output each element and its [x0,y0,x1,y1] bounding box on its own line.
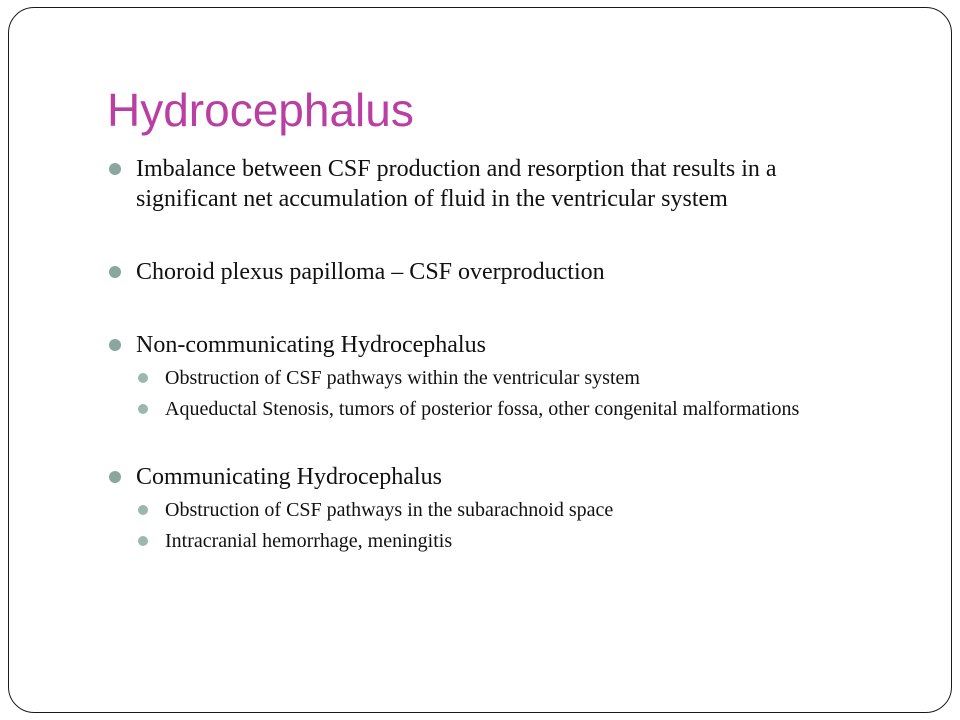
bullet-dot-icon [109,339,121,351]
sub-bullet-text: Obstruction of CSF pathways within the ventricular system [165,367,640,389]
bullet-item [107,257,877,287]
sub-bullet-text: Intracranial hemorrhage, meningitis [165,530,453,552]
sub-bullet-item [136,528,877,554]
bullet-dot-icon [109,266,121,278]
bullet-text: Non-communicating Hydrocephalus [136,332,486,358]
bullet-item [107,462,877,492]
sub-bullet-text: Aqueductal Stenosis, tumors of posterior fossa, other congenital malformations [165,398,800,420]
bullet-text: Choroid plexus papilloma – CSF overproduction [136,259,605,285]
bullet-dot-icon [138,373,148,383]
bullet-dot-icon [138,404,148,414]
slide-title: Hydrocephalus [107,84,414,136]
bullet-dot-icon [138,536,148,546]
bullet-text: Imbalance between CSF production and resorption that results in a significant net accumulation of fluid in the ventricular system [136,156,777,212]
sub-bullet-item [136,497,877,523]
bullet-dot-icon [109,163,121,175]
sub-bullet-item [136,365,877,391]
bullet-dot-icon [109,471,121,483]
sub-bullet-item [136,396,877,422]
bullet-text: Communicating Hydrocephalus [136,464,442,490]
sub-bullet-text: Obstruction of CSF pathways in the subarachnoid space [165,499,614,521]
bullet-item [107,330,877,360]
bullet-dot-icon [138,505,148,515]
bullet-item [107,154,877,214]
slide-body [107,154,877,554]
